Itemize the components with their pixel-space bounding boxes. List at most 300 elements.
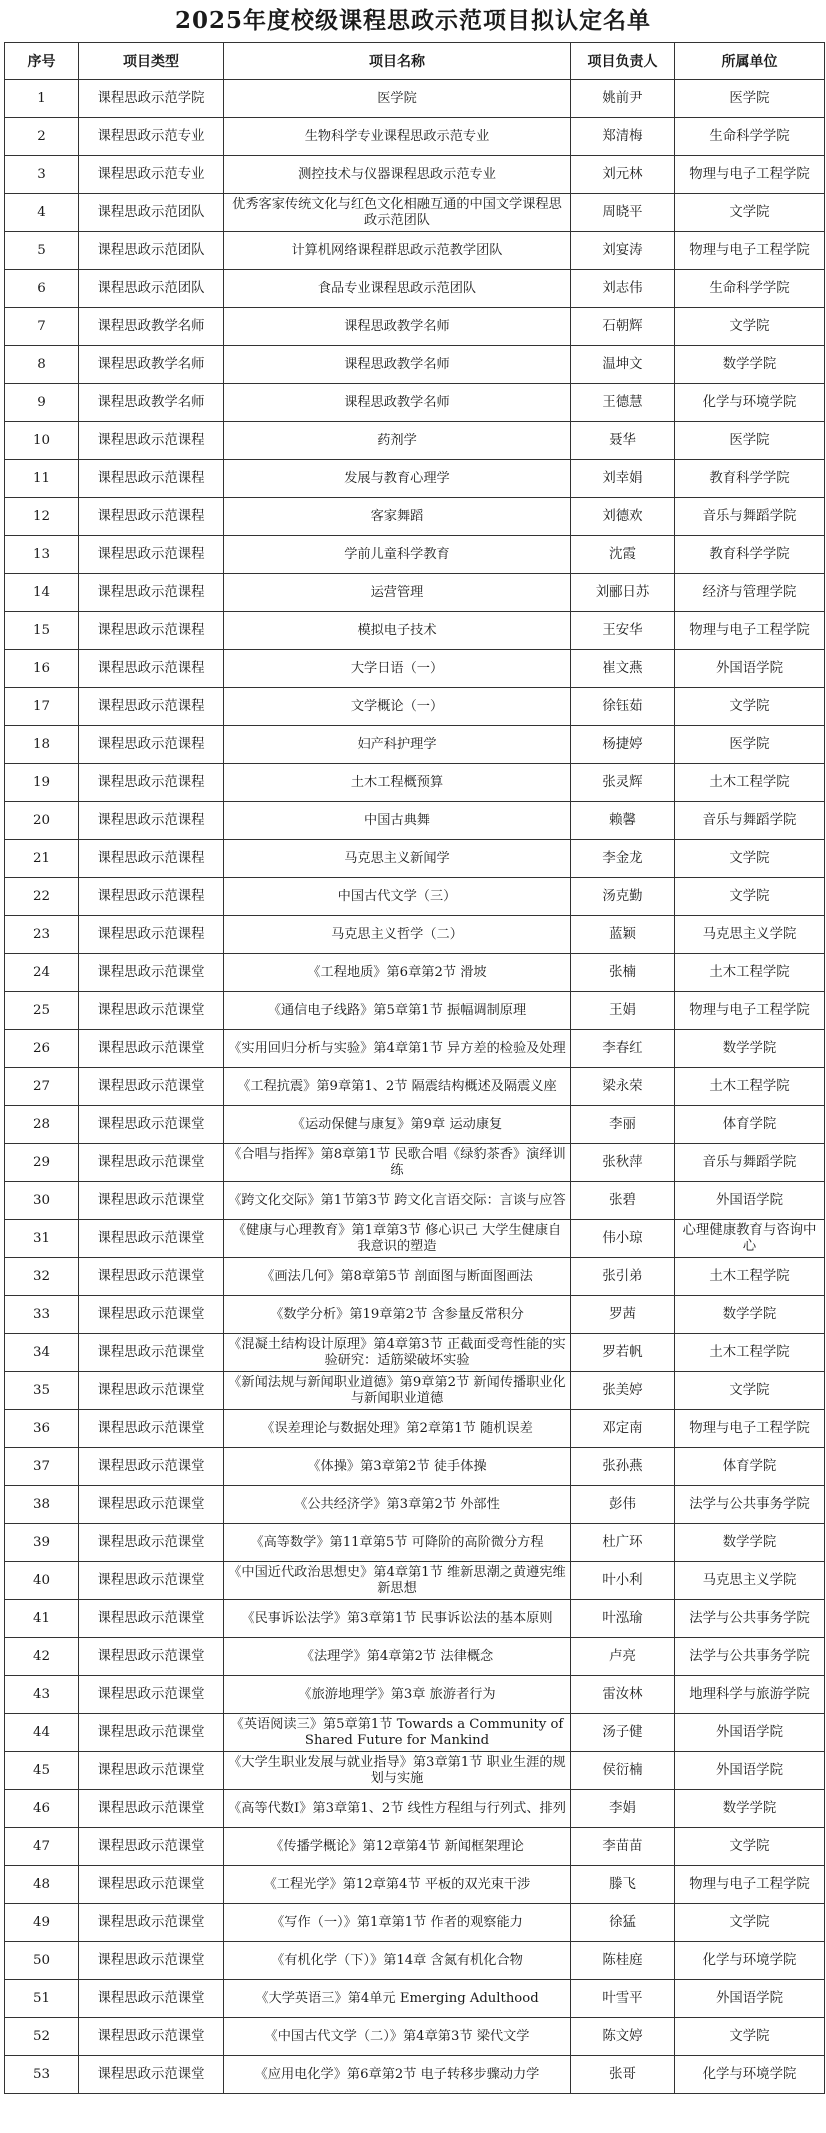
- table-row: [5, 460, 825, 498]
- cell-leader: 刘志伟: [571, 270, 675, 308]
- table-row: [5, 1410, 825, 1448]
- cell-leader: 李金龙: [571, 840, 675, 878]
- cell-leader: 彭伟: [571, 1486, 675, 1524]
- cell-name: 《旅游地理学》第3章 旅游者行为: [224, 1676, 571, 1714]
- cell-unit: 文学院: [675, 308, 825, 346]
- table-row: [5, 308, 825, 346]
- table-row: [5, 1638, 825, 1676]
- table-row: [5, 1334, 825, 1372]
- cell-name: 中国古典舞: [224, 802, 571, 840]
- cell-type: 课程思政示范专业: [79, 156, 224, 194]
- cell-name: 《高等代数I》第3章第1、2节 线性方程组与行列式、排列: [224, 1790, 571, 1828]
- cell-unit: 文学院: [675, 878, 825, 916]
- cell-leader: 刘幸娟: [571, 460, 675, 498]
- cell-unit: 数学学院: [675, 1030, 825, 1068]
- cell-unit: 土木工程学院: [675, 1258, 825, 1296]
- cell-index: 11: [5, 460, 79, 498]
- cell-leader: 张孙燕: [571, 1448, 675, 1486]
- cell-leader: 石朝辉: [571, 308, 675, 346]
- cell-type: 课程思政示范课程: [79, 612, 224, 650]
- cell-leader: 张碧: [571, 1182, 675, 1220]
- cell-unit: 数学学院: [675, 1296, 825, 1334]
- cell-index: 30: [5, 1182, 79, 1220]
- cell-index: 35: [5, 1372, 79, 1410]
- cell-name: 发展与教育心理学: [224, 460, 571, 498]
- cell-type: 课程思政示范团队: [79, 232, 224, 270]
- cell-type: 课程思政示范课程: [79, 536, 224, 574]
- cell-name: 马克思主义哲学（二）: [224, 916, 571, 954]
- cell-type: 课程思政示范课堂: [79, 1182, 224, 1220]
- table-row: [5, 1866, 825, 1904]
- cell-leader: 王安华: [571, 612, 675, 650]
- table-row: [5, 612, 825, 650]
- cell-unit: 心理健康教育与咨询中心: [675, 1220, 825, 1258]
- cell-unit: 文学院: [675, 840, 825, 878]
- cell-name: 《英语阅读三》第5章第1节 Towards a Community of Shared Future for Mankind: [224, 1714, 571, 1752]
- table-body: [5, 80, 825, 2094]
- cell-leader: 叶小利: [571, 1562, 675, 1600]
- project-table: [4, 42, 825, 2094]
- cell-index: 48: [5, 1866, 79, 1904]
- table-row: [5, 1714, 825, 1752]
- cell-leader: 伟小琼: [571, 1220, 675, 1258]
- cell-index: 14: [5, 574, 79, 612]
- cell-type: 课程思政示范课程: [79, 726, 224, 764]
- cell-name: 《工程抗震》第9章第1、2节 隔震结构概述及隔震义座: [224, 1068, 571, 1106]
- table-row: [5, 1220, 825, 1258]
- cell-type: 课程思政示范课程: [79, 460, 224, 498]
- cell-unit: 化学与环境学院: [675, 384, 825, 422]
- cell-leader: 侯衍楠: [571, 1752, 675, 1790]
- cell-leader: 邓定南: [571, 1410, 675, 1448]
- cell-name: 土木工程概预算: [224, 764, 571, 802]
- cell-index: 12: [5, 498, 79, 536]
- cell-leader: 梁永荣: [571, 1068, 675, 1106]
- cell-unit: 法学与公共事务学院: [675, 1638, 825, 1676]
- cell-unit: 教育科学学院: [675, 536, 825, 574]
- cell-unit: 文学院: [675, 688, 825, 726]
- cell-index: 33: [5, 1296, 79, 1334]
- cell-index: 16: [5, 650, 79, 688]
- cell-unit: 外国语学院: [675, 1980, 825, 2018]
- cell-name: 生物科学专业课程思政示范专业: [224, 118, 571, 156]
- cell-unit: 法学与公共事务学院: [675, 1486, 825, 1524]
- cell-leader: 郑清梅: [571, 118, 675, 156]
- cell-leader: 李丽: [571, 1106, 675, 1144]
- cell-index: 28: [5, 1106, 79, 1144]
- cell-unit: 物理与电子工程学院: [675, 232, 825, 270]
- cell-type: 课程思政示范课堂: [79, 1752, 224, 1790]
- cell-type: 课程思政示范课堂: [79, 1524, 224, 1562]
- table-row: [5, 422, 825, 460]
- table-row: [5, 992, 825, 1030]
- cell-index: 17: [5, 688, 79, 726]
- cell-leader: 汤克勤: [571, 878, 675, 916]
- cell-index: 5: [5, 232, 79, 270]
- cell-type: 课程思政示范团队: [79, 194, 224, 232]
- cell-unit: 土木工程学院: [675, 764, 825, 802]
- cell-name: 《新闻法规与新闻职业道德》第9章第2节 新闻传播职业化与新闻职业道德: [224, 1372, 571, 1410]
- cell-name: 《运动保健与康复》第9章 运动康复: [224, 1106, 571, 1144]
- cell-type: 课程思政示范课堂: [79, 1372, 224, 1410]
- cell-name: 中国古代文学（三）: [224, 878, 571, 916]
- table-row: [5, 840, 825, 878]
- cell-type: 课程思政示范专业: [79, 118, 224, 156]
- cell-unit: 文学院: [675, 2018, 825, 2056]
- table-row: [5, 2018, 825, 2056]
- cell-name: 《传播学概论》第12章第4节 新闻框架理论: [224, 1828, 571, 1866]
- cell-type: 课程思政示范课堂: [79, 1980, 224, 2018]
- cell-leader: 王德慧: [571, 384, 675, 422]
- cell-index: 15: [5, 612, 79, 650]
- cell-index: 26: [5, 1030, 79, 1068]
- cell-unit: 教育科学学院: [675, 460, 825, 498]
- cell-leader: 徐钰茹: [571, 688, 675, 726]
- cell-index: 47: [5, 1828, 79, 1866]
- cell-index: 10: [5, 422, 79, 460]
- cell-type: 课程思政示范课程: [79, 840, 224, 878]
- table-row: [5, 1296, 825, 1334]
- cell-leader: 叶泓瑜: [571, 1600, 675, 1638]
- cell-index: 38: [5, 1486, 79, 1524]
- cell-leader: 张引弟: [571, 1258, 675, 1296]
- table-row: [5, 1752, 825, 1790]
- table-row: [5, 270, 825, 308]
- cell-leader: 雷汝林: [571, 1676, 675, 1714]
- cell-name: 《工程光学》第12章第4节 平板的双光束干涉: [224, 1866, 571, 1904]
- cell-unit: 数学学院: [675, 346, 825, 384]
- cell-index: 20: [5, 802, 79, 840]
- cell-type: 课程思政示范课堂: [79, 1068, 224, 1106]
- cell-name: 《体操》第3章第2节 徒手体操: [224, 1448, 571, 1486]
- cell-unit: 法学与公共事务学院: [675, 1600, 825, 1638]
- cell-unit: 数学学院: [675, 1790, 825, 1828]
- cell-index: 9: [5, 384, 79, 422]
- cell-unit: 经济与管理学院: [675, 574, 825, 612]
- cell-type: 课程思政示范课堂: [79, 1334, 224, 1372]
- cell-leader: 罗茜: [571, 1296, 675, 1334]
- cell-name: 《法理学》第4章第2节 法律概念: [224, 1638, 571, 1676]
- header-type: 项目类型: [79, 43, 224, 80]
- page-title: 2025年度校级课程思政示范项目拟认定名单: [174, 7, 651, 34]
- cell-index: 50: [5, 1942, 79, 1980]
- cell-index: 29: [5, 1144, 79, 1182]
- cell-type: 课程思政示范课堂: [79, 2018, 224, 2056]
- cell-unit: 医学院: [675, 80, 825, 118]
- table-row: [5, 1486, 825, 1524]
- cell-leader: 张楠: [571, 954, 675, 992]
- cell-leader: 沈霞: [571, 536, 675, 574]
- cell-index: 37: [5, 1448, 79, 1486]
- table-row: [5, 1030, 825, 1068]
- cell-index: 23: [5, 916, 79, 954]
- table-row: [5, 536, 825, 574]
- cell-leader: 汤子健: [571, 1714, 675, 1752]
- table-row: [5, 688, 825, 726]
- table-row: [5, 1144, 825, 1182]
- cell-index: 45: [5, 1752, 79, 1790]
- table-row: [5, 80, 825, 118]
- cell-leader: 陈文婷: [571, 2018, 675, 2056]
- cell-name: 课程思政教学名师: [224, 346, 571, 384]
- cell-index: 21: [5, 840, 79, 878]
- cell-name: 医学院: [224, 80, 571, 118]
- cell-name: 《混凝土结构设计原理》第4章第3节 正截面受弯性能的实验研究：适筋梁破坏实验: [224, 1334, 571, 1372]
- table-row: [5, 1600, 825, 1638]
- cell-name: 大学日语（一）: [224, 650, 571, 688]
- cell-leader: 杜广环: [571, 1524, 675, 1562]
- table-row: [5, 1524, 825, 1562]
- cell-type: 课程思政示范课堂: [79, 1410, 224, 1448]
- table-row: [5, 650, 825, 688]
- cell-unit: 物理与电子工程学院: [675, 612, 825, 650]
- cell-type: 课程思政示范课堂: [79, 2056, 224, 2094]
- cell-index: 8: [5, 346, 79, 384]
- table-row: [5, 1676, 825, 1714]
- cell-leader: 卢亮: [571, 1638, 675, 1676]
- table-row: [5, 2056, 825, 2094]
- table-row: [5, 1828, 825, 1866]
- cell-index: 53: [5, 2056, 79, 2094]
- cell-leader: 刘宴涛: [571, 232, 675, 270]
- cell-name: 运营管理: [224, 574, 571, 612]
- table-row: [5, 118, 825, 156]
- cell-index: 1: [5, 80, 79, 118]
- cell-name: 食品专业课程思政示范团队: [224, 270, 571, 308]
- cell-unit: 外国语学院: [675, 1182, 825, 1220]
- cell-type: 课程思政示范课堂: [79, 1866, 224, 1904]
- cell-index: 4: [5, 194, 79, 232]
- cell-name: 《公共经济学》第3章第2节 外部性: [224, 1486, 571, 1524]
- cell-name: 《工程地质》第6章第2节 滑坡: [224, 954, 571, 992]
- cell-index: 19: [5, 764, 79, 802]
- cell-index: 42: [5, 1638, 79, 1676]
- cell-type: 课程思政示范课程: [79, 688, 224, 726]
- cell-type: 课程思政示范课堂: [79, 1942, 224, 1980]
- cell-index: 36: [5, 1410, 79, 1448]
- cell-leader: 张灵辉: [571, 764, 675, 802]
- cell-type: 课程思政示范课堂: [79, 954, 224, 992]
- cell-type: 课程思政示范课堂: [79, 1144, 224, 1182]
- cell-unit: 生命科学学院: [675, 270, 825, 308]
- cell-unit: 物理与电子工程学院: [675, 992, 825, 1030]
- table-row: [5, 726, 825, 764]
- table-row: [5, 878, 825, 916]
- cell-index: 31: [5, 1220, 79, 1258]
- cell-name: 马克思主义新闻学: [224, 840, 571, 878]
- cell-name: 《大学生职业发展与就业指导》第3章第1节 职业生涯的规划与实施: [224, 1752, 571, 1790]
- header-unit: 所属单位: [675, 43, 825, 80]
- cell-index: 49: [5, 1904, 79, 1942]
- cell-type: 课程思政示范课堂: [79, 1904, 224, 1942]
- cell-name: 《画法几何》第8章第5节 剖面图与断面图画法: [224, 1258, 571, 1296]
- cell-unit: 文学院: [675, 1372, 825, 1410]
- table-row: [5, 194, 825, 232]
- table-row: [5, 384, 825, 422]
- cell-leader: 蓝颖: [571, 916, 675, 954]
- table-header-row: [5, 43, 825, 80]
- cell-unit: 马克思主义学院: [675, 1562, 825, 1600]
- cell-unit: 体育学院: [675, 1448, 825, 1486]
- table-row: [5, 802, 825, 840]
- cell-name: 《大学英语三》第4单元 Emerging Adulthood: [224, 1980, 571, 2018]
- cell-type: 课程思政示范课堂: [79, 1600, 224, 1638]
- cell-unit: 文学院: [675, 194, 825, 232]
- cell-name: 《实用回归分析与实验》第4章第1节 异方差的检验及处理: [224, 1030, 571, 1068]
- cell-unit: 体育学院: [675, 1106, 825, 1144]
- cell-leader: 赖馨: [571, 802, 675, 840]
- table-row: [5, 954, 825, 992]
- cell-unit: 物理与电子工程学院: [675, 156, 825, 194]
- cell-unit: 外国语学院: [675, 1752, 825, 1790]
- header-index: 序号: [5, 43, 79, 80]
- cell-leader: 杨捷婷: [571, 726, 675, 764]
- cell-index: 13: [5, 536, 79, 574]
- cell-leader: 刘元林: [571, 156, 675, 194]
- cell-leader: 聂华: [571, 422, 675, 460]
- cell-leader: 滕飞: [571, 1866, 675, 1904]
- cell-type: 课程思政示范课程: [79, 498, 224, 536]
- cell-type: 课程思政示范课堂: [79, 1296, 224, 1334]
- cell-type: 课程思政示范课堂: [79, 1714, 224, 1752]
- cell-leader: 徐猛: [571, 1904, 675, 1942]
- cell-name: 客家舞蹈: [224, 498, 571, 536]
- cell-unit: 生命科学学院: [675, 118, 825, 156]
- table-row: [5, 1068, 825, 1106]
- cell-unit: 土木工程学院: [675, 1068, 825, 1106]
- cell-type: 课程思政示范课堂: [79, 1220, 224, 1258]
- cell-name: 计算机网络课程群思政示范教学团队: [224, 232, 571, 270]
- cell-index: 27: [5, 1068, 79, 1106]
- cell-index: 6: [5, 270, 79, 308]
- cell-type: 课程思政示范课程: [79, 764, 224, 802]
- cell-leader: 张秋萍: [571, 1144, 675, 1182]
- cell-index: 2: [5, 118, 79, 156]
- cell-unit: 文学院: [675, 1828, 825, 1866]
- cell-index: 52: [5, 2018, 79, 2056]
- cell-type: 课程思政示范课程: [79, 916, 224, 954]
- cell-name: 妇产科护理学: [224, 726, 571, 764]
- cell-unit: 文学院: [675, 1904, 825, 1942]
- cell-type: 课程思政示范课程: [79, 422, 224, 460]
- cell-type: 课程思政示范课程: [79, 802, 224, 840]
- table-row: [5, 1182, 825, 1220]
- cell-name: 《中国古代文学（二）》第4章第3节 梁代文学: [224, 2018, 571, 2056]
- cell-unit: 物理与电子工程学院: [675, 1410, 825, 1448]
- cell-type: 课程思政教学名师: [79, 346, 224, 384]
- cell-type: 课程思政示范课堂: [79, 1258, 224, 1296]
- cell-type: 课程思政示范团队: [79, 270, 224, 308]
- cell-index: 7: [5, 308, 79, 346]
- table-row: [5, 1258, 825, 1296]
- table-row: [5, 1980, 825, 2018]
- cell-leader: 刘德欢: [571, 498, 675, 536]
- cell-type: 课程思政示范课堂: [79, 1676, 224, 1714]
- cell-unit: 物理与电子工程学院: [675, 1866, 825, 1904]
- cell-type: 课程思政示范课堂: [79, 1448, 224, 1486]
- table-row: [5, 1106, 825, 1144]
- cell-leader: 周晓平: [571, 194, 675, 232]
- cell-unit: 音乐与舞蹈学院: [675, 802, 825, 840]
- cell-index: 51: [5, 1980, 79, 2018]
- cell-name: 模拟电子技术: [224, 612, 571, 650]
- cell-type: 课程思政教学名师: [79, 308, 224, 346]
- cell-unit: 地理科学与旅游学院: [675, 1676, 825, 1714]
- cell-leader: 温坤文: [571, 346, 675, 384]
- cell-index: 40: [5, 1562, 79, 1600]
- cell-type: 课程思政教学名师: [79, 384, 224, 422]
- cell-unit: 土木工程学院: [675, 954, 825, 992]
- cell-index: 24: [5, 954, 79, 992]
- cell-leader: 张哥: [571, 2056, 675, 2094]
- table-row: [5, 346, 825, 384]
- header-leader: 项目负责人: [571, 43, 675, 80]
- cell-name: 《写作（一）》第1章第1节 作者的观察能力: [224, 1904, 571, 1942]
- cell-leader: 叶雪平: [571, 1980, 675, 2018]
- table-row: [5, 232, 825, 270]
- cell-index: 43: [5, 1676, 79, 1714]
- cell-leader: 刘郦日苏: [571, 574, 675, 612]
- cell-index: 3: [5, 156, 79, 194]
- table-row: [5, 1904, 825, 1942]
- cell-leader: 罗若帆: [571, 1334, 675, 1372]
- cell-type: 课程思政示范课堂: [79, 1486, 224, 1524]
- cell-name: 《合唱与指挥》第8章第1节 民歌合唱《绿豹茶香》演绎训练: [224, 1144, 571, 1182]
- cell-unit: 马克思主义学院: [675, 916, 825, 954]
- cell-leader: 张美婷: [571, 1372, 675, 1410]
- cell-name: 《误差理论与数据处理》第2章第1节 随机误差: [224, 1410, 571, 1448]
- cell-type: 课程思政示范课堂: [79, 1562, 224, 1600]
- table-row: [5, 1562, 825, 1600]
- cell-index: 34: [5, 1334, 79, 1372]
- cell-unit: 音乐与舞蹈学院: [675, 1144, 825, 1182]
- table-row: [5, 764, 825, 802]
- cell-name: 《中国近代政治思想史》第4章第1节 维新思潮之黄遵宪维新思想: [224, 1562, 571, 1600]
- cell-index: 32: [5, 1258, 79, 1296]
- cell-name: 《数学分析》第19章第2节 含参量反常积分: [224, 1296, 571, 1334]
- table-row: [5, 574, 825, 612]
- cell-unit: 外国语学院: [675, 650, 825, 688]
- cell-name: 课程思政教学名师: [224, 308, 571, 346]
- table-row: [5, 1448, 825, 1486]
- cell-name: 《高等数学》第11章第5节 可降阶的高阶微分方程: [224, 1524, 571, 1562]
- cell-leader: 姚前尹: [571, 80, 675, 118]
- cell-type: 课程思政示范课程: [79, 878, 224, 916]
- table-row: [5, 1790, 825, 1828]
- cell-type: 课程思政示范学院: [79, 80, 224, 118]
- cell-name: 学前儿童科学教育: [224, 536, 571, 574]
- cell-index: 41: [5, 1600, 79, 1638]
- cell-name: 《民事诉讼法学》第3章第1节 民事诉讼法的基本原则: [224, 1600, 571, 1638]
- cell-name: 《有机化学（下）》第14章 含氮有机化合物: [224, 1942, 571, 1980]
- cell-name: 《跨文化交际》第1节第3节 跨文化言语交际：言谈与应答: [224, 1182, 571, 1220]
- cell-type: 课程思政示范课堂: [79, 1638, 224, 1676]
- cell-name: 测控技术与仪器课程思政示范专业: [224, 156, 571, 194]
- table-row: [5, 1372, 825, 1410]
- cell-unit: 音乐与舞蹈学院: [675, 498, 825, 536]
- table-row: [5, 1942, 825, 1980]
- cell-unit: 外国语学院: [675, 1714, 825, 1752]
- cell-leader: 崔文燕: [571, 650, 675, 688]
- cell-unit: 化学与环境学院: [675, 1942, 825, 1980]
- cell-leader: 李苗苗: [571, 1828, 675, 1866]
- cell-index: 25: [5, 992, 79, 1030]
- cell-type: 课程思政示范课程: [79, 650, 224, 688]
- cell-unit: 数学学院: [675, 1524, 825, 1562]
- cell-leader: 王娟: [571, 992, 675, 1030]
- cell-index: 18: [5, 726, 79, 764]
- cell-leader: 李春红: [571, 1030, 675, 1068]
